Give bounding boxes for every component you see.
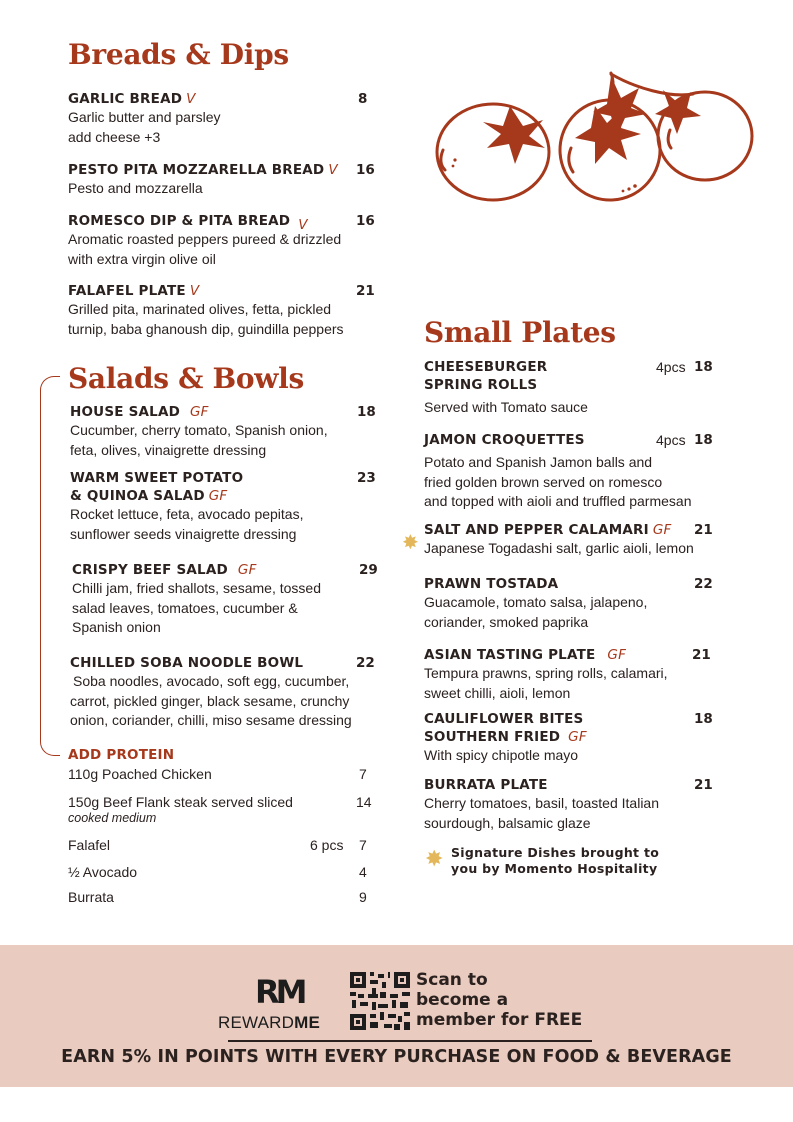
item-price: 22 xyxy=(356,655,375,671)
item-price: 16 xyxy=(356,162,375,178)
item-price: 23 xyxy=(357,470,376,486)
menu-item-pesto-pita xyxy=(68,161,358,199)
item-desc: fried golden brown served on romesco xyxy=(424,473,663,490)
add-protein-title: ADD PROTEIN xyxy=(68,747,175,763)
menu-item-cauliflower-bites xyxy=(424,710,714,766)
item-name: BURRATA PLATE xyxy=(424,777,548,793)
item-desc: coriander, smoked paprika xyxy=(424,613,589,630)
salads-bracket xyxy=(40,376,60,756)
item-desc: Rocket lettuce, feta, avocado pepitas, xyxy=(70,506,304,522)
menu-item-sweet-potato-salad xyxy=(70,469,360,544)
menu-item-crispy-beef-salad xyxy=(72,561,362,638)
scan-line: member for FREE xyxy=(416,1010,583,1030)
menu-item-falafel-plate xyxy=(68,282,358,339)
item-price: 21 xyxy=(692,647,711,663)
breads-title: Breads & Dips xyxy=(68,38,289,71)
item-name: & QUINOA SALAD GF xyxy=(70,488,228,504)
item-desc: Japanese Togadashi salt, garlic aioli, lemon xyxy=(424,540,694,556)
earn-points-banner: EARN 5% IN POINTS WITH EVERY PURCHASE ON FOOD & BEVERAGE xyxy=(61,1047,732,1067)
item-price: 18 xyxy=(357,404,376,420)
protein-price: 4 xyxy=(359,864,367,880)
item-price: 21 xyxy=(694,777,713,793)
qr-code-icon[interactable] xyxy=(350,972,410,1030)
item-desc: Soba noodles, avocado, soft egg, cucumber, xyxy=(73,673,350,689)
item-desc: add cheese +3 xyxy=(68,128,161,145)
gluten-free-tag: GF xyxy=(607,647,627,663)
salads-title: Salads & Bowls xyxy=(68,362,304,395)
item-desc: Garlic butter and parsley xyxy=(68,109,221,125)
rewardme-logo-icon: RM xyxy=(255,973,304,1011)
rewardme-wordmark: REWARDME xyxy=(218,1013,321,1032)
gluten-free-tag: GF xyxy=(208,488,228,504)
item-desc: sourdough, balsamic glaze xyxy=(424,814,591,831)
gluten-free-tag: GF xyxy=(652,522,672,538)
signature-line: Signature Dishes brought to xyxy=(451,845,660,860)
gluten-free-tag: GF xyxy=(568,729,587,745)
item-desc: salad leaves, tomatoes, cucumber & xyxy=(72,599,298,616)
footer-divider xyxy=(228,1040,592,1042)
protein-item-falafel: Falafel xyxy=(68,837,111,853)
item-desc: sweet chilli, aioli, lemon xyxy=(424,684,571,701)
item-desc: With spicy chipotle mayo xyxy=(424,747,579,763)
item-desc: Served with Tomato sauce xyxy=(424,399,588,415)
item-price: 18 xyxy=(694,432,713,448)
item-desc: and topped with aioli and truffled parmesan xyxy=(424,493,692,509)
gluten-free-tag: GF xyxy=(237,562,257,578)
item-desc: Pesto and mozzarella xyxy=(68,180,203,196)
protein-price: 9 xyxy=(359,889,367,905)
item-desc: Tempura prawns, spring rolls, calamari, xyxy=(424,665,668,681)
item-name: FALAFEL PLATE V xyxy=(68,283,200,299)
item-name: SPRING ROLLS xyxy=(424,377,538,393)
menu-item-calamari xyxy=(424,521,714,559)
gluten-free-tag: GF xyxy=(190,404,209,420)
item-desc: with extra virgin olive oil xyxy=(68,250,216,267)
protein-price: 7 xyxy=(359,766,367,782)
protein-item-chicken: 110g Poached Chicken xyxy=(68,766,212,782)
menu-item-asian-tasting-plate xyxy=(424,646,714,703)
tomato-illustration xyxy=(425,68,760,213)
item-name: CHILLED SOBA NOODLE BOWL xyxy=(70,655,304,671)
menu-item-romesco-dip xyxy=(68,212,358,269)
small-plates-title: Small Plates xyxy=(424,316,616,349)
rewards-footer xyxy=(0,945,793,1087)
item-name: SOUTHERN FRIED GF xyxy=(424,729,587,745)
item-desc: Grilled pita, marinated olives, fetta, pickled xyxy=(68,301,332,317)
signature-star-icon: ✸ xyxy=(402,532,419,554)
item-price: 18 xyxy=(694,711,713,727)
item-name: CAULIFLOWER BITES xyxy=(424,711,584,727)
vegetarian-tag: V xyxy=(186,91,196,107)
vegetarian-tag: V xyxy=(189,283,200,299)
item-name: ASIAN TASTING PLATE GF xyxy=(424,647,627,663)
item-desc: Aromatic roasted peppers pureed & drizzled xyxy=(68,231,342,247)
scan-cta xyxy=(416,970,582,1030)
item-desc: Cucumber, cherry tomato, Spanish onion, xyxy=(70,422,328,438)
menu-item-burrata-plate xyxy=(424,776,714,833)
item-desc: carrot, pickled ginger, black sesame, crunchy xyxy=(70,692,350,709)
item-name: SALT AND PEPPER CALAMARI GF xyxy=(424,522,672,538)
item-price: 18 xyxy=(694,359,713,375)
item-qty: 4pcs xyxy=(656,432,686,448)
item-name: CRISPY BEEF SALAD GF xyxy=(72,562,257,578)
item-name: GARLIC BREAD V xyxy=(68,91,196,107)
item-name: HOUSE SALAD GF xyxy=(70,404,209,420)
item-desc: Cherry tomatoes, basil, toasted Italian xyxy=(424,795,660,811)
scan-line: become a xyxy=(416,990,509,1010)
item-desc: feta, olives, vinaigrette dressing xyxy=(70,441,267,458)
item-desc: sunflower seeds vinaigrette dressing xyxy=(70,525,297,542)
item-name: CHEESEBURGER xyxy=(424,359,548,375)
menu-item-soba-noodle-bowl xyxy=(70,654,360,731)
item-price: 8 xyxy=(358,91,368,107)
protein-item-beef: 150g Beef Flank steak served sliced xyxy=(68,794,293,810)
protein-price: 14 xyxy=(356,794,372,810)
item-name: JAMON CROQUETTES xyxy=(424,432,585,448)
protein-qty: 6 pcs xyxy=(310,837,344,853)
item-name: PESTO PITA MOZZARELLA BREAD V xyxy=(68,162,338,178)
item-price: 21 xyxy=(356,283,375,299)
item-desc: onion, coriander, chilli, miso sesame dressing xyxy=(70,712,352,728)
item-price: 29 xyxy=(359,562,378,578)
menu-item-garlic-bread xyxy=(68,90,368,147)
item-desc: Guacamole, tomato salsa, jalapeno, xyxy=(424,594,648,610)
item-price: 21 xyxy=(694,522,713,538)
protein-item-avocado: ½ Avocado xyxy=(68,864,138,880)
item-qty: 4pcs xyxy=(656,359,686,375)
signature-star-icon: ✸ xyxy=(425,846,444,871)
menu-item-prawn-tostada xyxy=(424,575,714,632)
item-desc: Chilli jam, fried shallots, sesame, tossed xyxy=(72,580,321,596)
item-price: 22 xyxy=(694,576,713,592)
protein-item-burrata: Burrata xyxy=(68,889,114,905)
item-desc: turnip, baba ghanoush dip, guindilla peppers xyxy=(68,320,344,337)
scan-line: Scan to xyxy=(416,970,488,990)
item-name: WARM SWEET POTATO xyxy=(70,470,244,486)
signature-note xyxy=(451,845,659,877)
vegetarian-tag: V xyxy=(298,217,308,233)
item-name: ROMESCO DIP & PITA BREAD V xyxy=(68,213,308,233)
vegetarian-tag: V xyxy=(328,162,338,178)
item-price: 16 xyxy=(356,213,375,229)
menu-item-house-salad xyxy=(70,403,360,460)
protein-sub: cooked medium xyxy=(68,811,157,825)
protein-price: 7 xyxy=(359,837,367,853)
item-desc: Spanish onion xyxy=(72,619,161,635)
item-desc: Potato and Spanish Jamon balls and xyxy=(424,454,653,470)
signature-line: you by Momento Hospitality xyxy=(451,861,658,876)
item-name: PRAWN TOSTADA xyxy=(424,576,559,592)
